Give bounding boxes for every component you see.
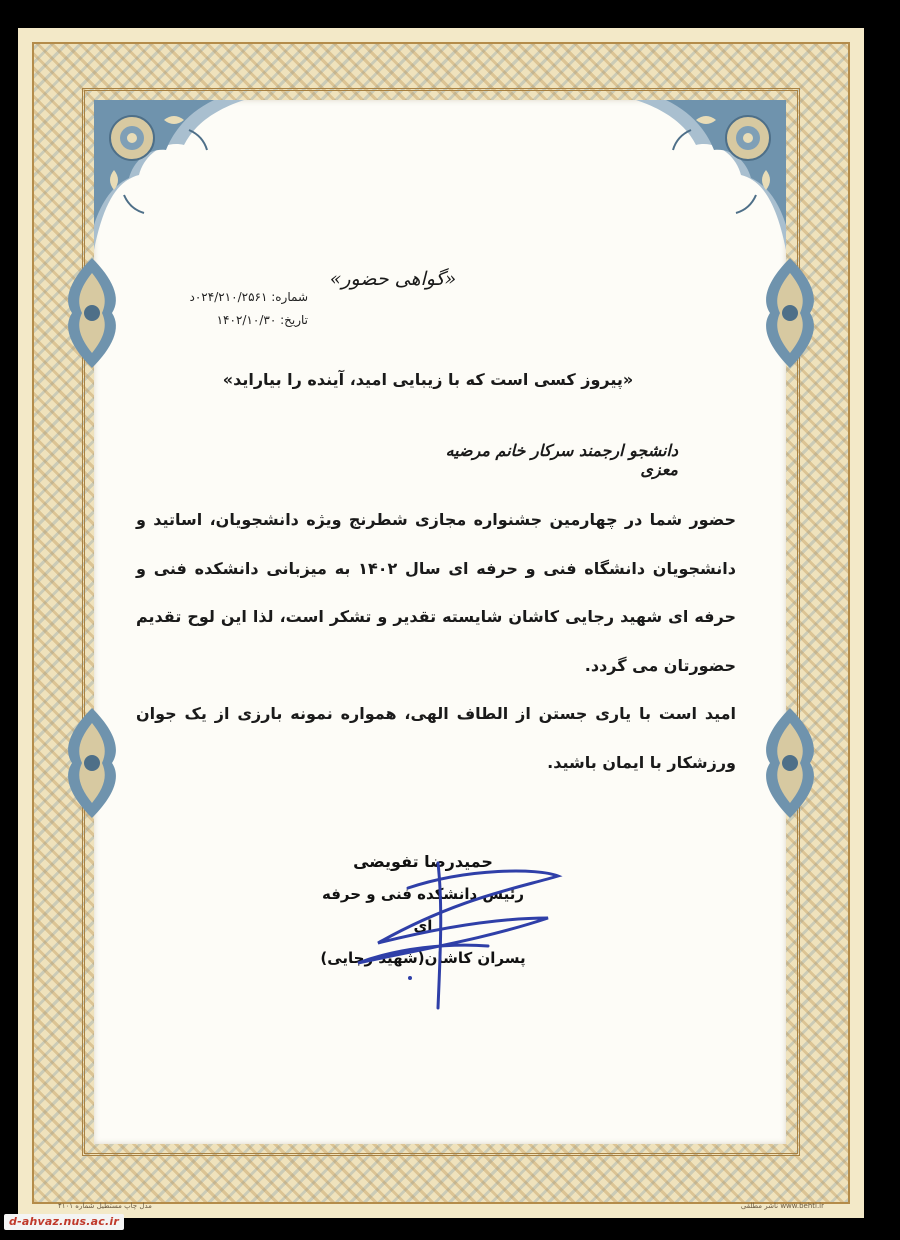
footer-publisher: www.behti.ir ناشر مطلقی <box>740 1202 824 1210</box>
certificate-title: «گواهی حضور» <box>329 268 457 290</box>
site-watermark: d-ahvaz.nus.ac.ir <box>4 1214 124 1230</box>
certificate-body <box>136 496 736 787</box>
body-paragraph: حضور شما در چهارمین جشنواره مجازی شطرنج ویژه دانشجویان، اساتید و دانشجویان دانشگاه فنی و حرفه ای سال ۱۴۰۲ به میزبانی دانشکده فنی و حرفه ای شهید رجایی کاشان شایسته تقدیر و تشکر است، لذا این لوح تقدیم حضورتان می گردد. <box>136 510 737 675</box>
letter-number: شماره: ۰۲۴/۲۱۰/۲۵۶۱د <box>189 290 308 304</box>
arabesque-corner-icon <box>636 100 786 250</box>
body-paragraph: امید است با یاری جستن از الطاف الهی، همواره نمونه بارزی از یک جوان ورزشکار با ایمان باشید. <box>136 704 736 772</box>
signer-name: حمیدرضا تفویضی <box>353 852 493 871</box>
certificate <box>18 28 864 1218</box>
arabesque-corner-icon <box>94 100 244 250</box>
signer-title: رئیس دانشکده فنی و حرفه ای <box>322 885 524 935</box>
arabesque-medallion-icon <box>62 708 122 818</box>
arabesque-medallion-icon <box>62 258 122 368</box>
reference-block <box>158 286 308 332</box>
footer-print-model: مدل چاپ مستطیل شماره ۴۱۰۱ <box>58 1202 152 1210</box>
arabesque-medallion-icon <box>760 258 820 368</box>
letter-date: تاریخ: ۱۴۰۲/۱۰/۳۰ <box>216 313 308 327</box>
motto-quote: «پیروز کسی است که با زیبایی امید، آینده را بیاراید» <box>222 370 634 389</box>
recipient-name: دانشجو ارجمند سرکار خانم مرضیه معزی <box>445 441 678 479</box>
signature-block <box>318 846 528 974</box>
signer-organization: پسران کاشان(شهید رجایی) <box>320 949 526 967</box>
arabesque-medallion-icon <box>760 708 820 818</box>
